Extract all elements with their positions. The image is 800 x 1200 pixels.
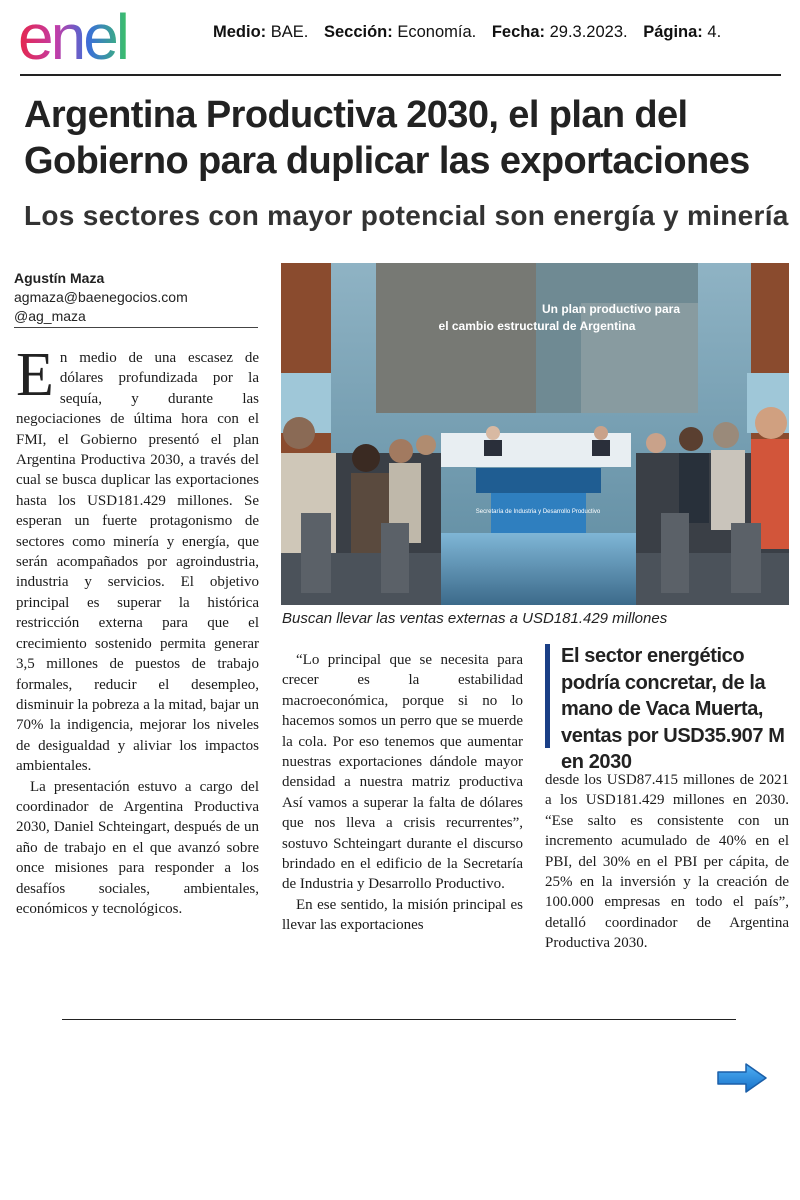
paragraph: desde los USD87.415 millones de 2021 a los USD181.429 millones en 2030. “Ese salto es consistente con un incremento acumulado de 40% en el PBI, del 30% en el PBI per cápita, de 25% en la inversión y la creación de 100.000 empresas en todo el país”, detalló coordinador de Argentina Productiva 2030. [545, 772, 789, 952]
paragraph [16, 341, 259, 777]
pagina-label: Página: [643, 23, 703, 41]
fecha-label: Fecha: [491, 23, 545, 41]
header-divider [20, 74, 781, 76]
author-email: agmaza@baenegocios.com [14, 289, 188, 305]
paragraph: “Lo principal que se necesita para crecer es la estabilidad macroeconómica, porque si no lo hacemos somos un perro que se muerde la cola. Por eso tenemos que aumentar nuestras exportaciones dándole mayor densidad a nuestra matriz productiva Así vamos a superar la falta de dólares que nos lleva a crisis recurrentes”, sostuvo Schteingart durante el discurso brindado en el edificio de la Secretaría de Industria y Desarrollo Productivo. [282, 652, 523, 893]
photo-illustration [281, 263, 789, 605]
article-headline: Argentina Productiva 2030, el plan del Gobierno para duplicar las exportaciones [24, 94, 750, 182]
seccion-value: Economía. [397, 23, 477, 41]
fecha-value: 29.3.2023. [549, 23, 628, 41]
photo-caption: Buscan llevar las ventas externas a USD181.429 millones [282, 610, 668, 627]
pull-quote: El sector energético podría concretar, de la mano de Vaca Muerta, ventas por USD35.907 M en 2030 [561, 645, 785, 773]
screen-text-1: Un plan productivo para [541, 302, 681, 316]
byline-divider [14, 327, 258, 328]
podium-text: Secretaría de Industria y Desarrollo Productivo [475, 509, 601, 515]
conference-photo [281, 263, 789, 605]
author-handle: @ag_maza [14, 308, 86, 324]
paragraph: La presentación estuvo a cargo del coordinador de Argentina Productiva 2030, Daniel Schteingart, después de un año de trabajo en el que avanzó sobre once misiones para responder a los desafíos sociales, ambientales, económicos y tecnológicos. [16, 778, 259, 917]
enel-logo [18, 4, 183, 68]
paragraph-text: n medio de una escasez de dólares profundizada por la sequía, y durante las negociaciones de última hora con el FMI, el Gobierno presentó el plan Argentina Productiva 2030, a través del cual se busca duplicar las exportaciones hasta los USD181.429 millones. Se esperan un fuerte protagonismo de sectores como minería y energía, que serán acompañados por agroindustria, industria y servicios. El objetivo principal es superar la histórica restricción externa para que el crecimiento sostenido permita generar 3,5 millones de puestos de trabajo formales, reducir el desempleo, disminuir la pobreza a la mitad, bajar un 70% la indigencia, mejorar los niveles de desigualdad y aliviar los impactos ambientales. [16, 350, 259, 775]
svg-text:enel: enel [18, 4, 127, 68]
paragraph: En ese sentido, la misión principal es llevar las exportaciones [282, 896, 523, 934]
article-column-3 [545, 770, 789, 954]
article-subhead: Los sectores con mayor potencial son energía y minería [24, 200, 789, 231]
pagina-value: 4. [707, 23, 722, 41]
seccion-label: Sección: [323, 23, 393, 41]
medio-label: Medio: [213, 23, 267, 41]
author-name: Agustín Maza [14, 270, 105, 286]
medio-value: BAE. [270, 23, 309, 41]
footer-divider [62, 1019, 736, 1020]
byline [14, 269, 258, 326]
drop-cap: E [16, 341, 54, 409]
pull-quote-bar [545, 644, 550, 748]
arrow-right-icon[interactable] [716, 1062, 768, 1094]
article-column-1 [16, 341, 259, 919]
screen-text-2: el cambio estructural de Argentina [438, 319, 636, 333]
publication-meta [213, 23, 721, 42]
article-column-2 [282, 650, 523, 936]
